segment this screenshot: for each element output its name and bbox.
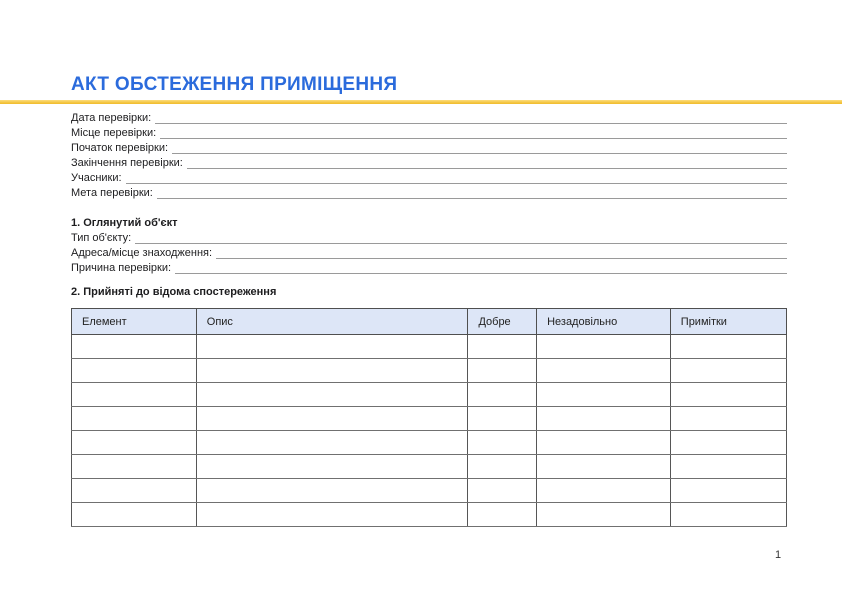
field-label-inspection-end: Закінчення перевірки:: [71, 157, 183, 169]
table-cell-empty: [72, 335, 197, 359]
table-cell-empty: [670, 455, 786, 479]
field-row: [71, 186, 787, 201]
table-cell-empty: [537, 407, 671, 431]
table-cell-empty: [537, 359, 671, 383]
table-row: [72, 479, 787, 503]
field-row: [71, 246, 787, 261]
table-row: [72, 335, 787, 359]
field-label-inspection-place: Місце перевірки:: [71, 127, 157, 139]
table-cell-empty: [537, 479, 671, 503]
table-cell-empty: [196, 359, 468, 383]
field-label-inspection-date: Дата перевірки:: [71, 112, 152, 124]
title-divider-line: [0, 100, 842, 104]
field-blank-line: [187, 156, 787, 169]
section2-heading: 2. Прийняті до відома спостереження: [71, 286, 277, 298]
table-cell-empty: [72, 359, 197, 383]
page-number: 1: [775, 549, 782, 561]
table-cell-empty: [537, 431, 671, 455]
table-row: [72, 503, 787, 527]
table-cell-empty: [72, 479, 197, 503]
field-label-address: Адреса/місце знаходження:: [71, 247, 213, 259]
table-cell-empty: [72, 503, 197, 527]
table-cell-empty: [72, 431, 197, 455]
table-cell-empty: [670, 335, 786, 359]
field-blank-line: [172, 141, 787, 154]
spacer: [71, 276, 787, 285]
column-header-element: Елемент: [72, 309, 197, 335]
general-fields-group: [71, 111, 787, 201]
table-cell-empty: [670, 503, 786, 527]
field-row: [71, 231, 787, 246]
field-blank-line: [155, 111, 787, 124]
table-cell-empty: [196, 383, 468, 407]
table-cell-empty: [468, 455, 537, 479]
field-label-inspection-start: Початок перевірки:: [71, 142, 169, 154]
field-row: [71, 261, 787, 276]
table-cell-empty: [196, 335, 468, 359]
field-blank-line: [135, 231, 787, 244]
table-cell-empty: [468, 383, 537, 407]
table-cell-empty: [468, 479, 537, 503]
column-header-description: Опис: [196, 309, 468, 335]
table-row: [72, 383, 787, 407]
field-row: [71, 126, 787, 141]
field-label-inspection-reason: Причина перевірки:: [71, 262, 172, 274]
observations-table: [71, 308, 787, 527]
table-cell-empty: [670, 407, 786, 431]
table-row: [72, 455, 787, 479]
table-cell-empty: [72, 383, 197, 407]
field-row: [71, 156, 787, 171]
observations-table-body: [72, 335, 787, 527]
table-header-row: [72, 309, 787, 335]
column-header-good: Добре: [468, 309, 537, 335]
table-cell-empty: [468, 359, 537, 383]
table-cell-empty: [537, 455, 671, 479]
table-cell-empty: [468, 407, 537, 431]
page-content: [71, 111, 787, 527]
observations-table-header: [72, 309, 787, 335]
table-cell-empty: [537, 383, 671, 407]
page-title: АКТ ОБСТЕЖЕННЯ ПРИМІЩЕННЯ: [71, 74, 398, 95]
field-row: [71, 141, 787, 156]
table-cell-empty: [670, 431, 786, 455]
table-cell-empty: [196, 455, 468, 479]
section1-heading: 1. Оглянутий об'єкт: [71, 217, 178, 229]
field-row: [71, 171, 787, 186]
field-row: [71, 111, 787, 126]
field-label-inspection-purpose: Мета перевірки:: [71, 187, 153, 199]
table-cell-empty: [196, 431, 468, 455]
table-cell-empty: [196, 407, 468, 431]
table-cell-empty: [670, 359, 786, 383]
table-cell-empty: [196, 503, 468, 527]
field-label-object-type: Тип об'єкту:: [71, 232, 132, 244]
table-cell-empty: [72, 407, 197, 431]
section1-fields-group: [71, 231, 787, 276]
table-cell-empty: [670, 383, 786, 407]
table-row: [72, 431, 787, 455]
table-row: [72, 359, 787, 383]
field-blank-line: [160, 126, 787, 139]
field-blank-line: [175, 261, 787, 274]
table-cell-empty: [196, 479, 468, 503]
table-row: [72, 407, 787, 431]
table-cell-empty: [72, 455, 197, 479]
field-blank-line: [216, 246, 787, 259]
column-header-unsatisfactory: Незадовільно: [537, 309, 671, 335]
table-cell-empty: [670, 479, 786, 503]
spacer: [71, 201, 787, 216]
table-cell-empty: [537, 335, 671, 359]
field-label-participants: Учасники:: [71, 172, 122, 184]
table-cell-empty: [468, 503, 537, 527]
column-header-notes: Примітки: [670, 309, 786, 335]
field-blank-line: [126, 171, 787, 184]
table-cell-empty: [537, 503, 671, 527]
table-cell-empty: [468, 335, 537, 359]
field-blank-line: [157, 186, 787, 199]
table-cell-empty: [468, 431, 537, 455]
